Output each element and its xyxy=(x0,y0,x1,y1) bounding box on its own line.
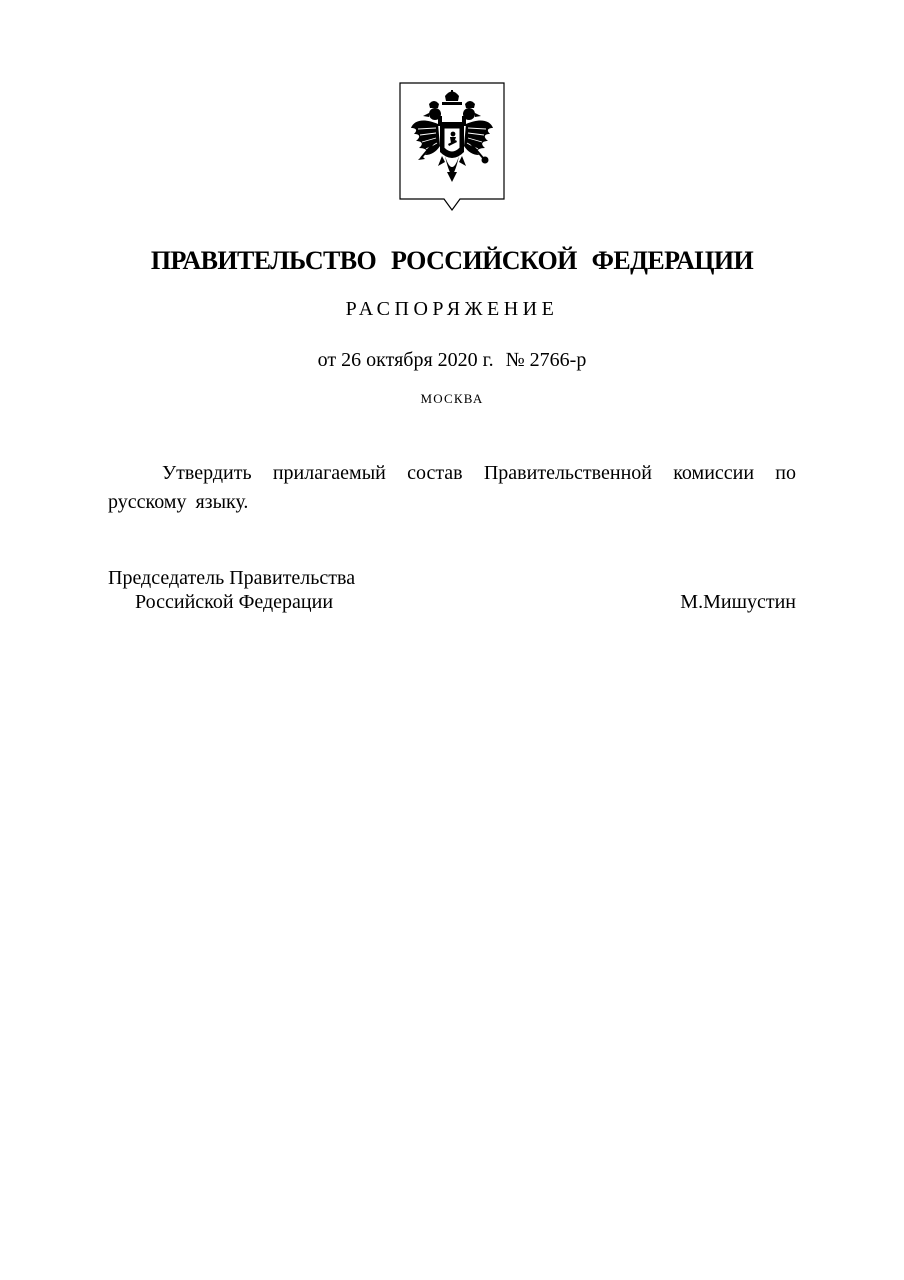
document-type: РАСПОРЯЖЕНИЕ xyxy=(345,298,559,320)
document-body-text: Утвердить прилагаемый состав Правительственной комиссии по русскому языку. xyxy=(108,462,796,513)
government-title: ПРАВИТЕЛЬСТВО РОССИЙСКОЙ ФЕДЕРАЦИИ xyxy=(150,246,754,275)
document-date-number xyxy=(0,349,904,372)
signatory-position-line1: Председатель Правительства xyxy=(108,567,356,589)
signatory-name: М.Мишустин xyxy=(680,591,796,613)
document-city: МОСКВА xyxy=(420,391,484,406)
document-number: № 2766-р xyxy=(505,349,587,371)
coat-of-arms-icon xyxy=(398,82,506,212)
document-date: от 26 октября 2020 г. xyxy=(317,349,494,371)
signatory-position-line2: Российской Федерации xyxy=(135,591,334,613)
signatory-position xyxy=(108,566,355,614)
